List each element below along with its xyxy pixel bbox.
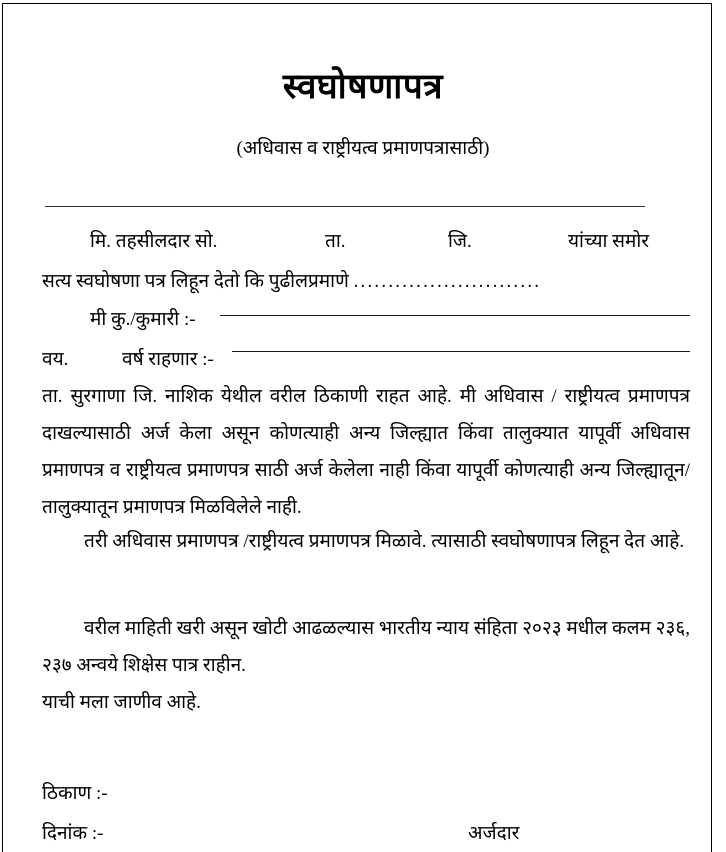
declaration-opening-line: [42, 267, 541, 293]
body-paragraph-1: ता. सुरगाणा जि. नाशिक येथील वरील ठिकाणी राहत आहे. मी अधिवास / राष्ट्रीयत्व प्रमाणपत्र दाखल्यासाठी अर्ज केला असून कोणत्याही अन्य जिल्ह्यात किंवा तालुक्यात यापूर्वी अधिवास प्रमाणपत्र व राष्ट्रीयत्व प्रमाणपत्र साठी अर्ज केलेला नाही किंवा यापूर्वी कोणत्याही अन्य जिल्ह्यातून/तालुक्यातून प्रमाणपत्र मिळविलेले नाही.: [42, 386, 690, 518]
body-paragraph-2: [42, 523, 690, 560]
applicant-age-label: वय.: [42, 349, 69, 370]
document-subtitle: (अधिवास व राष्ट्रीयत्व प्रमाणपत्रासाठी): [236, 138, 490, 159]
addressee-district-label: जि.: [448, 231, 472, 252]
applicant-residence-label: वर्ष राहणार :-: [122, 349, 214, 370]
applicant-age-address-field-row: [0, 345, 726, 371]
declaration-opening-text: सत्य स्वघोषणा पत्र लिहून देतो कि पुढीलप्रमाणे: [42, 271, 349, 292]
dotted-leader: ...........................: [353, 271, 542, 292]
body-paragraph-2-text: तरी अधिवास प्रमाणपत्र /राष्ट्रीयत्व प्रमाणपत्र मिळावे. त्यासाठी स्वघोषणापत्र लिहून देत आहे.: [84, 531, 685, 552]
applicant-name-label: मी कु./कुमारी :-: [90, 309, 196, 330]
body-paragraph-3-text: वरील माहिती खरी असून खोटी आढळल्यास भारतीय न्याय संहिता २०२३ मधील कलम २३६, २३७ अन्वये शिक्षेस पात्र राहीन.: [42, 618, 690, 676]
footer-date-label: दिनांक :-: [42, 823, 104, 844]
applicant-name-blank[interactable]: [220, 315, 690, 316]
body-paragraph-3: [42, 610, 690, 684]
footer-place-label: ठिकाण :-: [42, 783, 108, 804]
footer-applicant-label: अर्जदार: [468, 823, 520, 844]
document-title: स्वघोषणापत्र: [282, 67, 444, 106]
applicant-residence-blank[interactable]: [232, 351, 690, 352]
addressee-before-whom: यांच्या समोर: [568, 231, 650, 252]
body-paragraph-4: याची मला जाणीव आहे.: [42, 692, 201, 713]
addressee-officer: मि. तहसीलदार सो.: [90, 231, 218, 252]
addressee-taluka-label: ता.: [325, 231, 346, 252]
applicant-name-field-row: [0, 305, 726, 331]
addressee-line: [0, 227, 726, 253]
title-divider-rule: [45, 206, 645, 207]
